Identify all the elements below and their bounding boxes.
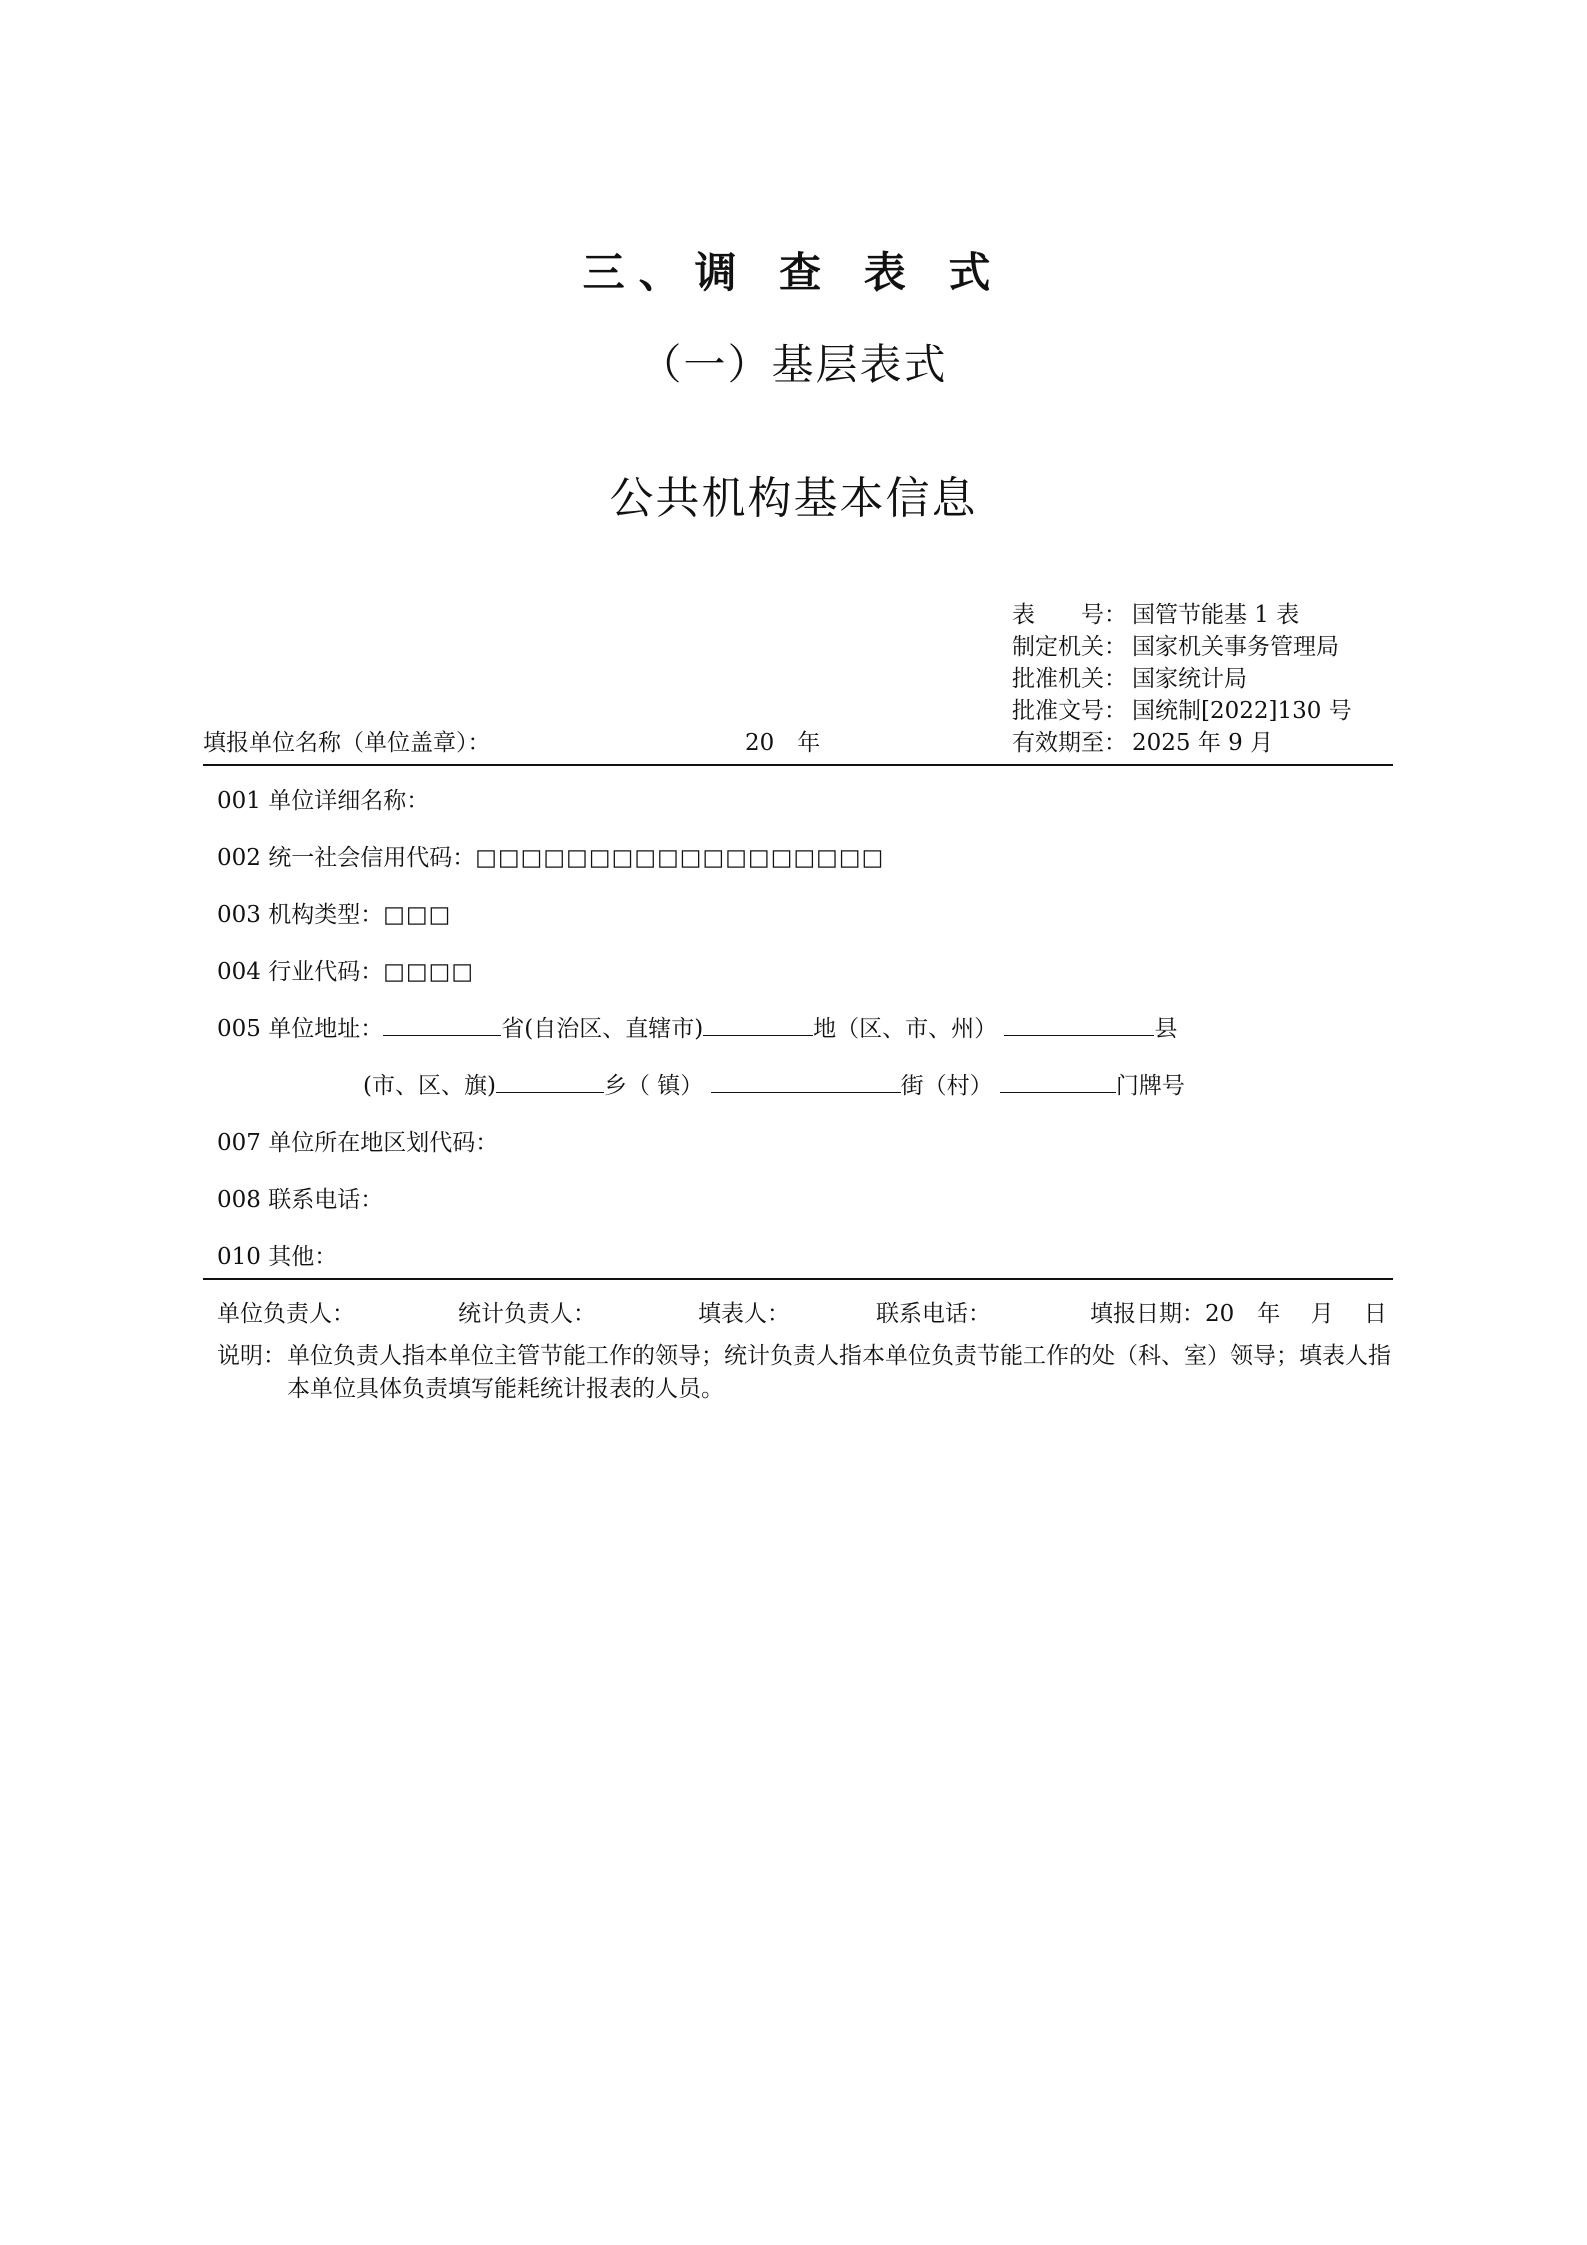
field-005-line2 [363, 1067, 1185, 1100]
note-text: 单位负责人指本单位主管节能工作的领导；统计负责人指本单位负责节能工作的处（科、室）领导；填表人指本单位具体负责填写能耗统计报表的人员。 [287, 1343, 1391, 1402]
addr-prefecture: 地（区、市、州） [813, 1016, 998, 1042]
field-010: 010 其他： [217, 1244, 338, 1270]
street-blank[interactable] [711, 1070, 901, 1093]
addr-county: 县 [1154, 1016, 1178, 1042]
addr-province: 省(自治区、直辖市) [501, 1016, 704, 1042]
field-007: 007 单位所在地区划代码： [217, 1130, 499, 1156]
field-002 [217, 839, 884, 872]
sub-title: （一）基层表式 [639, 340, 948, 389]
sig-head: 单位负责人： [217, 1301, 355, 1327]
field-008: 008 联系电话： [217, 1187, 384, 1213]
section-title: 三、调 查 表 式 [582, 248, 1005, 297]
meta-doc-no: 批准文号： 国统制[2022]130 号 [1012, 698, 1352, 724]
field-004-label: 004 行业代码： [217, 959, 384, 985]
meta-approver: 批准机关： 国家统计局 [1012, 666, 1247, 692]
unit-name-label: 填报单位名称（单位盖章）： [203, 730, 491, 756]
form-title: 公共机构基本信息 [609, 473, 978, 524]
province-blank[interactable] [383, 1013, 501, 1036]
sig-date: 填报日期：20 年 月 日 [1090, 1301, 1387, 1327]
field-005-label: 005 单位地址： [217, 1016, 384, 1042]
year-label: 20 年 [745, 730, 821, 756]
county-blank[interactable] [1004, 1013, 1154, 1036]
addr-street: 街（村） [900, 1073, 993, 1099]
top-rule [203, 764, 1393, 766]
meta-table-no: 表 号： 国管节能基 1 表 [1012, 602, 1300, 628]
meta-valid: 有效期至： 2025 年 9 月 [1012, 730, 1274, 756]
sig-stat: 统计负责人： [458, 1301, 596, 1327]
prefecture-blank[interactable] [703, 1013, 813, 1036]
field-003 [217, 896, 451, 929]
note-label: 说明： [217, 1343, 286, 1369]
field-003-label: 003 机构类型： [217, 902, 384, 928]
field-004 [217, 953, 474, 986]
bottom-rule [203, 1278, 1393, 1280]
sig-phone: 联系电话： [876, 1301, 991, 1327]
note [217, 1340, 1397, 1406]
credit-code-boxes[interactable]: □□□□□□□□□□□□□□□□□□ [475, 845, 885, 871]
addr-township: 乡（ 镇） [603, 1073, 704, 1099]
city-blank[interactable] [496, 1070, 604, 1093]
field-005 [217, 1010, 1177, 1043]
meta-agency: 制定机关： 国家机关事务管理局 [1012, 634, 1339, 660]
industry-code-boxes[interactable]: □□□□ [383, 959, 475, 985]
house-blank[interactable] [1000, 1070, 1116, 1093]
field-001: 001 单位详细名称： [217, 788, 430, 814]
addr-house: 门牌号 [1115, 1073, 1185, 1099]
field-002-label: 002 统一社会信用代码： [217, 845, 476, 871]
sig-filler: 填表人： [698, 1301, 790, 1327]
addr-city: (市、区、旗) [363, 1073, 496, 1099]
org-type-boxes[interactable]: □□□ [383, 902, 452, 928]
